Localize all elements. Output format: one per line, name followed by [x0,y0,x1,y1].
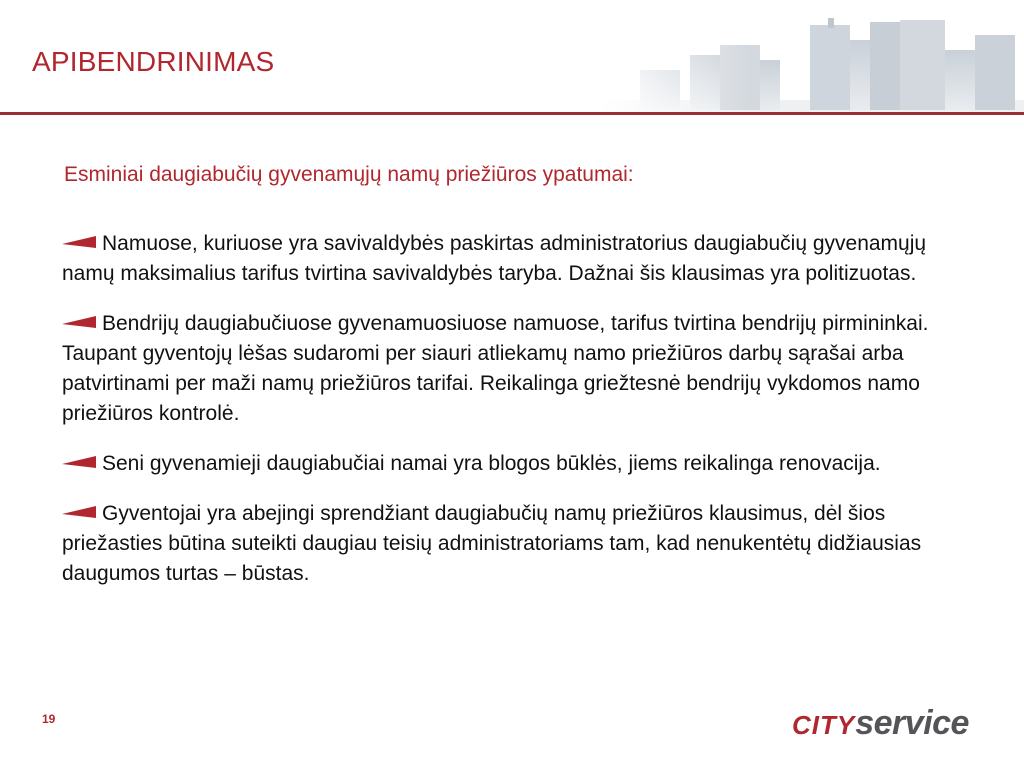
bullet-text: Gyventojai yra abejingi sprendžiant daugiabučių namų priežiūros klausimus, dėl šios priežasties būtina suteikti daugiau teisių administratoriams tam, kad nenukentėtų didžiausias daugumos turtas – būstas. [62,502,922,585]
bullet-list [62,229,972,589]
slide-subtitle: Esminiai daugiabučių gyvenamųjų namų priežiūros ypatumai: [64,163,634,186]
logo-service-text: service [855,704,969,742]
page-number: 19 [42,712,56,726]
bullet-paragraph [62,499,972,589]
bullet-text: Bendrijų daugiabučiuose gyvenamuosiuose namuose, tarifus tvirtina bendrijų pirmininkai. Taupant gyventojų lėšas sudaromi per siauri atliekamų namo priežiūros darbų sąrašai arba patvirtinami per maži namų priežiūros tarifai. Reikalinga griežtesnė bendrijų vykdomos namo priežiūros kontrolė. [62,312,929,425]
logo-city-text: CITY [792,710,856,740]
skyline-image [600,0,1024,112]
cityservice-logo [792,704,969,743]
red-wedge-bullet-icon [62,316,98,328]
bullet-paragraph [62,449,972,479]
bullet-paragraph [62,309,972,429]
title-divider [0,112,1024,115]
red-wedge-bullet-icon [62,506,98,518]
bullet-text: Namuose, kuriuose yra savivaldybės paskirtas administratorius daugiabučių gyvenamųjų namų maksimalius tarifus tvirtina savivaldybės taryba. Dažnai šis klausimas yra politizuotas. [62,232,927,285]
bullet-paragraph [62,229,972,289]
red-wedge-bullet-icon [62,236,98,248]
red-wedge-bullet-icon [62,456,98,468]
slide-title: APIBENDRINIMAS [32,46,275,77]
bullet-text: Seni gyvenamieji daugiabučiai namai yra blogos būklės, jiems reikalinga renovacija. [102,452,881,475]
